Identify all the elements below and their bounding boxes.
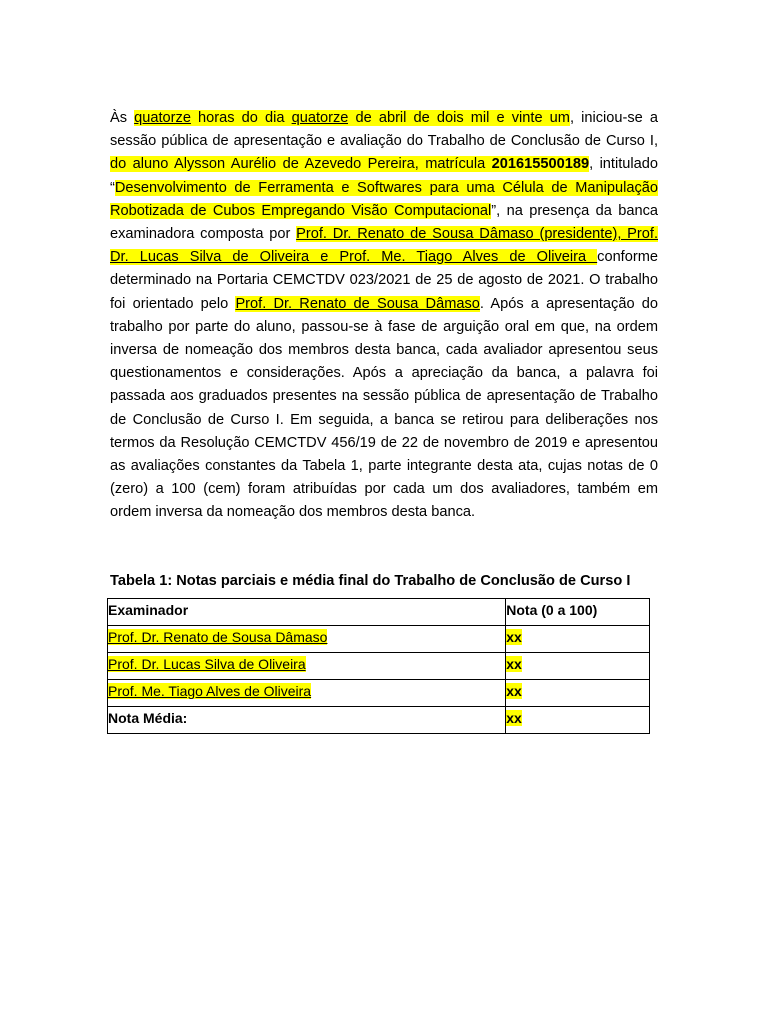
average-grade: xx	[506, 710, 522, 726]
paragraph-segment: conforme determinado na Portaria CEMCTDV 023/2021 de 25 de agosto de 2021. O trabalho foi orientado pelo	[110, 249, 658, 312]
paragraph-segment: , iniciou-se a sessão pública de apresentação e avaliação do Trabalho de Conclusão de Curso I,	[110, 110, 658, 150]
paragraph-segment: ”, na presença da banca examinadora composta por	[110, 202, 658, 243]
average-label: Nota Média:	[108, 707, 506, 734]
paragraph-segment: Desenvolvimento de Ferramenta e Softwares para uma Célula de Manipulação Robotizada de Cubos Empregando Visão Computacional	[110, 179, 658, 219]
examiner-grade: xx	[506, 683, 522, 699]
grades-table	[107, 598, 650, 734]
paragraph-segment: de abril de dois mil e vinte um	[348, 110, 570, 126]
examiner-name: Prof. Dr. Lucas Silva de Oliveira	[108, 656, 306, 672]
paragraph-segment: Prof. Dr. Renato de Sousa Dâmaso (presidente), Prof. Dr. Lucas Silva de Oliveira e Prof. Me. Tiago Alves de Oliveira	[110, 226, 659, 266]
examiner-grade: xx	[506, 629, 522, 645]
paragraph-segment: horas do dia	[190, 110, 292, 126]
paragraph-segment: Às	[110, 110, 135, 126]
examiner-name: Prof. Dr. Renato de Sousa Dâmaso	[108, 629, 328, 645]
table-header-row	[108, 599, 650, 626]
header-examiner: Examinador	[108, 599, 506, 626]
table-footer-row	[108, 707, 650, 734]
paragraph-segment: do aluno Alysson Aurélio de Azevedo Pereira, matrícula	[110, 156, 492, 173]
paragraph-segment: quatorze	[134, 110, 191, 126]
paragraph-segment: Prof. Dr. Renato de Sousa Dâmaso	[235, 295, 480, 312]
paragraph-segment: 201615500189	[491, 156, 590, 173]
examiner-grade: xx	[506, 656, 522, 672]
table-row	[108, 653, 650, 680]
table-caption: Tabela 1: Notas parciais e média final do Trabalho de Conclusão de Curso I	[110, 573, 631, 589]
minutes-paragraph	[110, 107, 658, 525]
table-row	[108, 680, 650, 707]
table-row	[108, 626, 650, 653]
paragraph-segment: . Após a apresentação do trabalho por parte do aluno, passou-se à fase de arguição oral em que, na ordem inversa de nomeação dos membros desta banca, cada avaliador apresentou seus questionamentos e considerações. Após a apreciação da banca, a palavra foi passada aos graduados presentes na sessão pública de apresentação de Trabalho de Conclusão de Curso I. Em seguida, a banca se retirou para deliberações nos termos da Resolução CEMCTDV 456/19 de 22 de novembro de 2019 e apresentou as avaliações constantes da Tabela 1, parte integrante desta ata, cujas notas de 0 (zero) a 100 (cem) foram atribuídas por cada um dos avaliadores, também em ordem inversa da nomeação dos membros desta banca.	[110, 295, 658, 521]
header-grade: Nota (0 a 100)	[506, 599, 650, 626]
examiner-name: Prof. Me. Tiago Alves de Oliveira	[108, 683, 312, 699]
paragraph-segment: , intitulado “	[110, 156, 658, 196]
paragraph-segment: quatorze	[291, 110, 349, 126]
